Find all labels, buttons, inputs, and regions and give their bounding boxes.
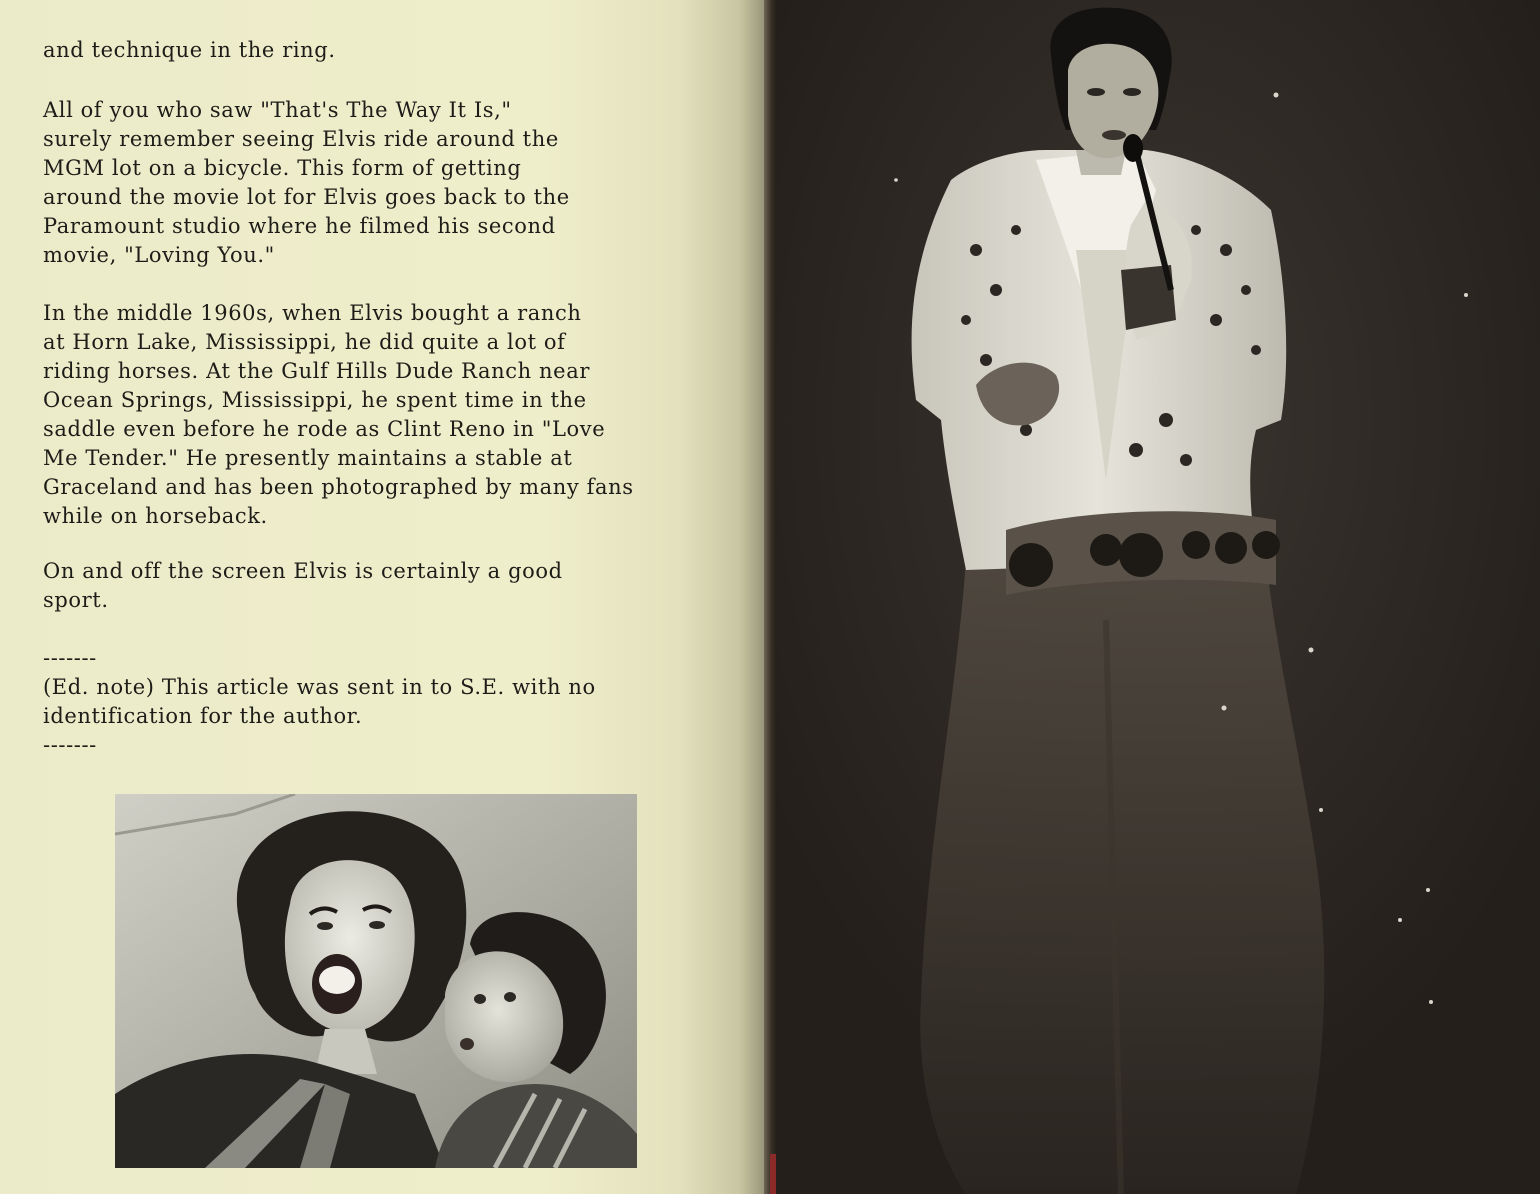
dash-rule-top: ------- — [43, 646, 97, 670]
article-text — [43, 36, 703, 757]
dash-rule-bottom: ------- — [43, 733, 97, 757]
paragraph-good-sport: On and off the screen Elvis is certainly a good sport. — [43, 559, 563, 612]
paragraph-continuation: and technique in the ring. — [43, 38, 336, 62]
two-women-photo — [115, 794, 637, 1168]
paragraph-bicycle: All of you who saw "That's The Way It Is," surely remember seeing Elvis ride around the MGM lot on a bicycle. This form of getting around the movie lot for Elvis goes back to the Paramount studio where he filmed his second movie, "Loving You." — [43, 98, 570, 267]
paragraph-ranch: In the middle 1960s, when Elvis bought a ranch at Horn Lake, Mississippi, he did quite a lot of riding horses. At the Gulf Hills Dude Ranch near Ocean Springs, Mississippi, he spent time in the saddle even before he rode as Clint Reno in "Love Me Tender." He presently maintains a stable at Graceland and has been photographed by many fans while on horseback. — [43, 301, 634, 528]
performer-photo — [776, 0, 1540, 1194]
right-page — [776, 0, 1540, 1194]
editor-note: (Ed. note) This article was sent in to S.E. with no identification for the author. — [43, 675, 596, 728]
